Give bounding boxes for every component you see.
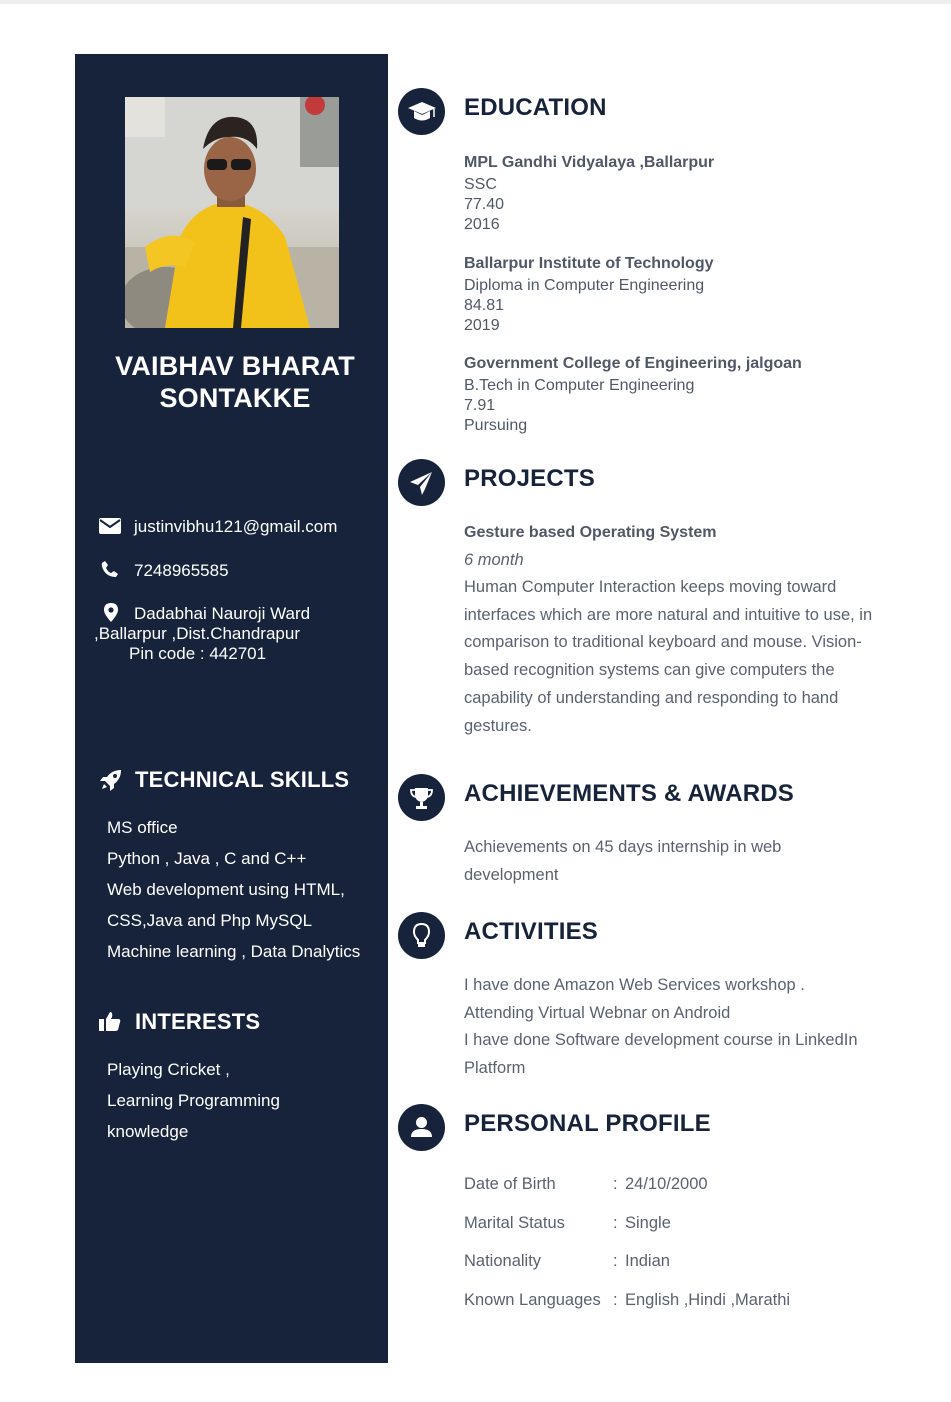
list-item: Web development using HTML, — [107, 880, 345, 899]
list-item: CSS,Java and Php MySQL — [107, 911, 313, 930]
profile-photo — [125, 97, 339, 328]
thumbs-up-icon — [99, 1011, 121, 1031]
user-icon — [398, 1104, 445, 1151]
profile-key: Nationality — [464, 1252, 542, 1271]
profile-value: English ,Hindi ,Marathi — [625, 1291, 791, 1310]
activities-heading: ACTIVITIES — [464, 918, 599, 945]
full-name — [75, 350, 395, 414]
activity-line: Platform — [464, 1058, 526, 1077]
sidebar — [75, 54, 388, 1363]
name-line-2: SONTAKKE — [159, 383, 311, 413]
education-course: B.Tech in Computer Engineering — [464, 377, 695, 394]
rocket-icon — [100, 769, 122, 791]
education-heading: EDUCATION — [464, 94, 607, 121]
education-year: Pursuing — [464, 417, 528, 434]
personal-profile-heading: PERSONAL PROFILE — [464, 1110, 711, 1137]
profile-separator: : — [613, 1175, 618, 1193]
list-item: Python , Java , C and C++ — [107, 849, 307, 868]
education-entry-1 — [464, 153, 714, 235]
description-line: comparison to traditional keyboard and mouse. Vision- — [464, 633, 862, 652]
profile-separator: : — [613, 1252, 618, 1271]
technical-skills-heading: TECHNICAL SKILLS — [135, 767, 350, 792]
description-line: gestures. — [464, 716, 532, 735]
interests-heading: INTERESTS — [135, 1009, 261, 1034]
top-border — [0, 0, 951, 4]
address-line-2: ,Ballarpur ,Dist.Chandrapur — [94, 624, 300, 643]
activity-line: I have done Software development course in LinkedIn — [464, 1031, 858, 1049]
description-line: Human Computer Interaction keeps moving toward — [464, 578, 837, 596]
project-duration: 6 month — [464, 551, 524, 569]
achievement-line: Achievements on 45 days internship in web — [464, 838, 782, 856]
education-score: 84.81 — [464, 297, 505, 314]
profile-key: Date of Birth — [464, 1175, 556, 1193]
technical-skills-list — [107, 812, 360, 967]
project-entry — [464, 524, 904, 740]
list-item: knowledge — [107, 1122, 189, 1141]
activity-line: Attending Virtual Webnar on Android — [464, 1003, 731, 1022]
lightbulb-icon — [398, 912, 445, 959]
education-entry-3 — [464, 354, 802, 436]
envelope-icon — [99, 518, 121, 534]
profile-value: Single — [625, 1213, 671, 1232]
description-line: capability of understanding and responding to hand — [464, 688, 839, 707]
achievement-line: development — [464, 865, 559, 884]
projects-heading: PROJECTS — [464, 465, 595, 492]
phone-text[interactable]: 7248965585 — [134, 561, 229, 580]
paper-plane-icon — [398, 459, 445, 506]
project-description — [464, 574, 904, 740]
description-line: interfaces which are more natural and intuitive to use, in — [464, 605, 873, 624]
education-course: Diploma in Computer Engineering — [464, 277, 705, 294]
graduation-cap-icon — [398, 88, 445, 135]
activities-text — [464, 972, 904, 1082]
name-line-1: VAIBHAV BHARAT — [115, 351, 355, 381]
map-marker-icon — [104, 603, 118, 622]
list-item: MS office — [107, 818, 178, 837]
education-institution: MPL Gandhi Vidyalaya ,Ballarpur — [464, 154, 715, 171]
profile-separator: : — [613, 1291, 618, 1310]
education-score: 77.40 — [464, 196, 505, 213]
list-item: Playing Cricket , — [107, 1060, 230, 1079]
phone-icon — [101, 560, 119, 578]
address-line-3: Pin code : 442701 — [129, 644, 267, 663]
description-line: based recognition systems can give computers the — [464, 661, 835, 680]
education-course: SSC — [464, 176, 497, 193]
education-year: 2019 — [464, 317, 500, 334]
education-institution: Ballarpur Institute of Technology — [464, 255, 714, 272]
achievements-heading: ACHIEVEMENTS & AWARDS — [464, 780, 795, 807]
trophy-icon — [398, 774, 445, 821]
education-entry-2 — [464, 254, 714, 336]
project-title: Gesture based Operating System — [464, 524, 717, 541]
address-line-1: Dadabhai Nauroji Ward — [134, 604, 311, 623]
achievements-text — [464, 834, 904, 889]
activity-line: I have done Amazon Web Services workshop . — [464, 976, 805, 994]
profile-key: Known Languages — [464, 1291, 601, 1310]
interests-list — [107, 1054, 280, 1147]
education-institution: Government College of Engineering, jalgoan — [464, 355, 802, 372]
education-score: 7.91 — [464, 397, 496, 414]
profile-separator: : — [613, 1213, 618, 1232]
education-year: 2016 — [464, 216, 500, 233]
email-text[interactable]: justinvibhu121@gmail.com — [134, 517, 338, 536]
profile-value: 24/10/2000 — [625, 1175, 708, 1193]
profile-value: Indian — [625, 1252, 670, 1271]
list-item: Learning Programming — [107, 1091, 280, 1110]
profile-key: Marital Status — [464, 1213, 565, 1232]
list-item: Machine learning , Data Dnalytics — [107, 942, 361, 961]
